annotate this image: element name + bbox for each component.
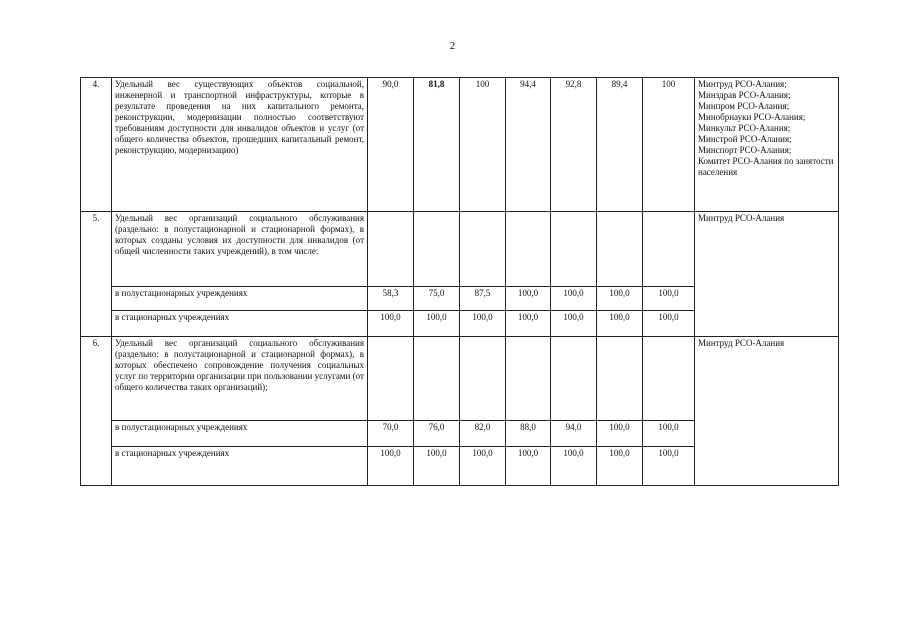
value-cell: 100,0 <box>414 447 460 486</box>
value-cell: 81,8 <box>414 78 460 212</box>
responsible-cell <box>695 212 839 337</box>
value-cell: 88,0 <box>506 421 551 447</box>
responsible-item: Минспорт РСО-Алания; <box>698 145 792 155</box>
value-cell: 76,0 <box>414 421 460 447</box>
value-cell: 70,0 <box>368 421 414 447</box>
value-cell: 90,0 <box>368 78 414 212</box>
value-cell: 75,0 <box>414 287 460 311</box>
value-cell: 100,0 <box>597 447 643 486</box>
value-cell: 100,0 <box>643 311 695 337</box>
responsible-cell <box>695 337 839 486</box>
responsible-item: Минпром РСО-Алания; <box>698 101 790 111</box>
value-cell: 94,4 <box>506 78 551 212</box>
subrow-label: в стационарных учреждениях <box>112 447 368 486</box>
responsible-item: Минобрнауки РСО-Алания; <box>698 112 806 122</box>
value-cell: 82,0 <box>460 421 506 447</box>
page-number: 2 <box>449 40 456 52</box>
value-cell: 100,0 <box>506 287 551 311</box>
row-number: 6. <box>81 337 112 486</box>
row-number: 4. <box>81 78 112 212</box>
value-cell: 100,0 <box>551 287 597 311</box>
value-cell: 87,5 <box>460 287 506 311</box>
value-cell: 100,0 <box>551 447 597 486</box>
value-cell: 100,0 <box>506 311 551 337</box>
value-cell: 100,0 <box>414 311 460 337</box>
value-cell: 100,0 <box>643 447 695 486</box>
table-row <box>81 78 839 212</box>
subrow-label: в стационарных учреждениях <box>112 311 368 337</box>
value-cell: 100,0 <box>460 447 506 486</box>
value-cell: 100,0 <box>597 287 643 311</box>
responsible-item: Минтруд РСО-Алания; <box>698 79 787 89</box>
value-cell: 100,0 <box>551 311 597 337</box>
value-cell: 100 <box>460 78 506 212</box>
value-cell: 100,0 <box>597 421 643 447</box>
responsible-cell <box>695 78 839 212</box>
subrow-label: в полустационарных учреждениях <box>112 287 368 311</box>
indicator-text: Удельный вес существующих объектов социальной, инженерной и транспортной инфраструктуры, которые в результате проведения на них капитального ремонта, реконструкции, модернизации полностью соответствуют требованиям доступности для инвалидов объектов и услуг (от общего количества объектов, прошедших капитальный ремонт, реконструкцию, модернизацию) <box>112 78 368 212</box>
row-number: 5. <box>81 212 112 337</box>
responsible-item: Минтруд РСО-Алания <box>698 338 785 348</box>
responsible-item: Минкульт РСО-Алания; <box>698 123 791 133</box>
indicators-table <box>80 77 839 486</box>
value-cell: 100,0 <box>368 447 414 486</box>
value-cell: 100,0 <box>460 311 506 337</box>
value-cell: 100,0 <box>643 287 695 311</box>
value-cell: 100 <box>643 78 695 212</box>
value-cell: 100,0 <box>597 311 643 337</box>
table-row <box>81 337 839 421</box>
indicator-text: Удельный вес организаций социального обслуживания (раздельно: в полустационарной и стационарной формах), в которых созданы условия их доступности для инвалидов (от общей численности таких учреждений), в том числе: <box>112 212 368 287</box>
table-row <box>81 212 839 287</box>
value-cell: 94,0 <box>551 421 597 447</box>
responsible-item: Минтруд РСО-Алания <box>698 213 785 223</box>
responsible-item: Комитет РСО-Алания по занятости населения <box>698 156 834 177</box>
indicator-text: Удельный вес организаций социального обслуживания (раздельно: в полустационарной и стационарной формах), в которых обеспечено сопровождение получения социальных услуг по территории организации при пользовании услугами (от общего количества таких организаций); <box>112 337 368 421</box>
value-cell: 100,0 <box>506 447 551 486</box>
subrow-label: в полустационарных учреждениях <box>112 421 368 447</box>
responsible-item: Минстрой РСО-Алания; <box>698 134 792 144</box>
value-cell: 89,4 <box>597 78 643 212</box>
value-cell: 58,3 <box>368 287 414 311</box>
value-cell: 100,0 <box>368 311 414 337</box>
value-cell: 100,0 <box>643 421 695 447</box>
responsible-item: Минздрав РСО-Алания; <box>698 90 791 100</box>
value-cell: 92,8 <box>551 78 597 212</box>
